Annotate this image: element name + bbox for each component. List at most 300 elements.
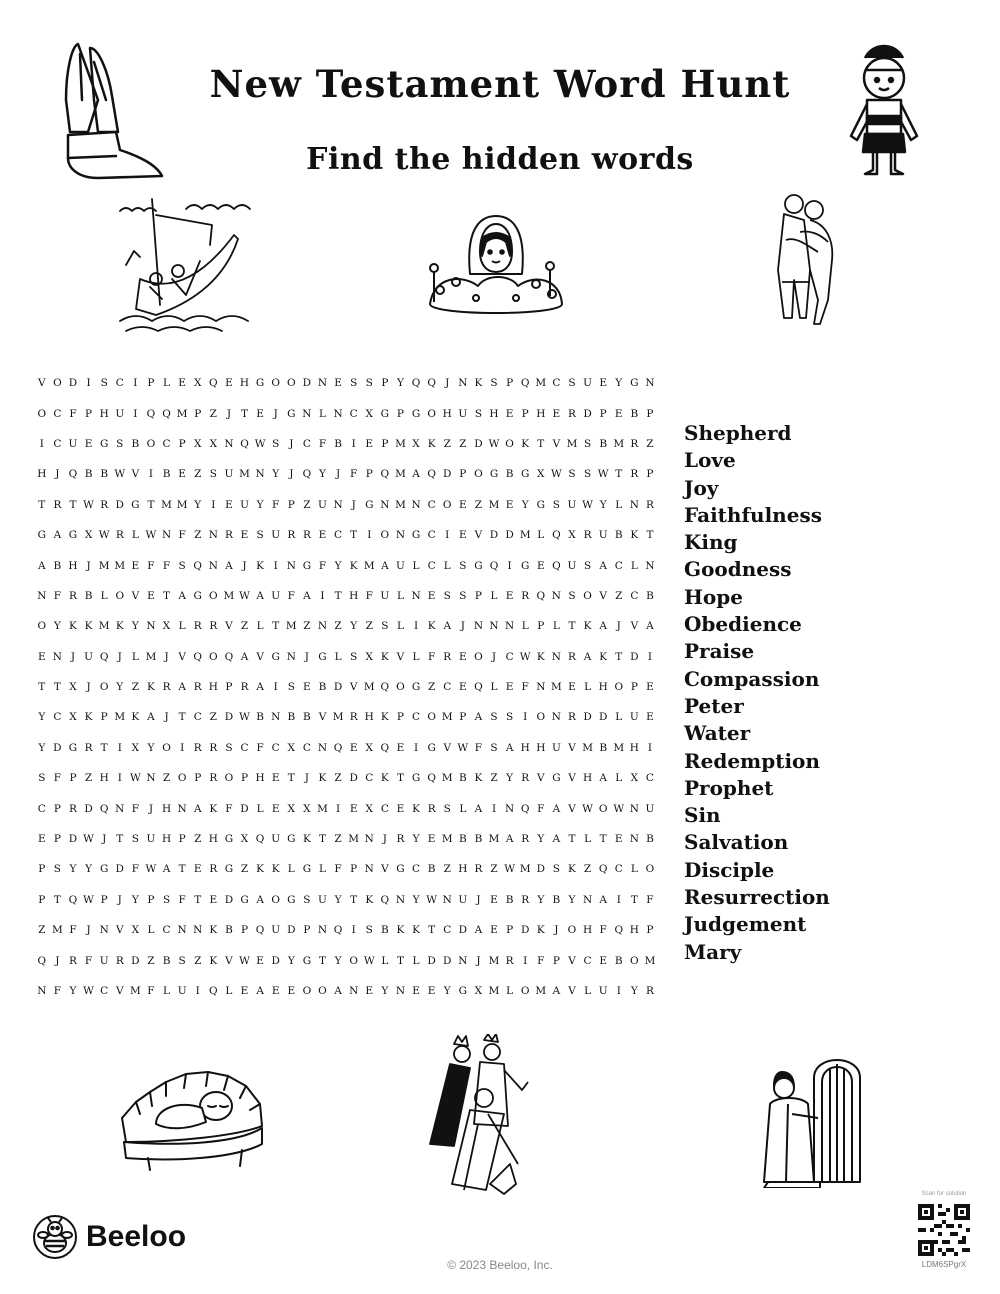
grid-letter: Z xyxy=(162,772,171,785)
grid-letter: T xyxy=(568,620,576,633)
grid-letter: Y xyxy=(53,620,61,633)
grid-letter: R xyxy=(568,407,576,420)
grid-letter: L xyxy=(334,650,342,663)
word-list xyxy=(684,420,830,966)
grid-letter: M xyxy=(145,650,157,663)
grid-letter: C xyxy=(443,681,452,694)
boat-in-storm-icon xyxy=(116,195,258,335)
grid-letter: N xyxy=(224,437,234,450)
grid-letter: G xyxy=(240,893,249,906)
grid-letter: I xyxy=(351,437,356,450)
grid-letter: E xyxy=(334,377,342,390)
grid-letter: D xyxy=(271,954,280,967)
grid-letter: O xyxy=(271,377,280,390)
grid-letter: C xyxy=(53,407,62,420)
grid-letter: S xyxy=(568,468,576,481)
grid-letter: S xyxy=(490,711,498,724)
grid-letter: V xyxy=(568,954,576,967)
grid-letter: N xyxy=(442,893,452,906)
grid-letter: I xyxy=(133,407,138,420)
grid-letter: R xyxy=(521,893,530,906)
grid-letter: Y xyxy=(412,833,420,846)
grid-letter: I xyxy=(86,377,91,390)
grid-letter: O xyxy=(37,620,47,633)
grid-letter: R xyxy=(583,529,592,542)
grid-letter: G xyxy=(255,377,265,390)
grid-letter: X xyxy=(537,468,545,481)
grid-letter: G xyxy=(411,681,421,694)
grid-letter: B xyxy=(287,711,296,724)
grid-letter: U xyxy=(271,529,281,542)
grid-letter: B xyxy=(505,893,514,906)
grid-letter: N xyxy=(645,377,655,390)
grid-letter: Y xyxy=(85,863,93,876)
grid-letter: B xyxy=(162,954,171,967)
grid-letter: Z xyxy=(194,468,202,481)
grid-letter: Z xyxy=(427,681,436,694)
word-item: Compassion xyxy=(684,666,820,691)
grid-letter: P xyxy=(552,954,560,967)
grid-row xyxy=(34,915,658,945)
grid-letter: B xyxy=(614,529,623,542)
grid-letter: P xyxy=(194,772,202,785)
grid-letter: S xyxy=(209,468,217,481)
grid-letter: J xyxy=(117,650,122,663)
grid-letter: N xyxy=(551,711,561,724)
grid-letter: G xyxy=(287,893,296,906)
grid-letter: S xyxy=(350,650,358,663)
grid-letter: X xyxy=(131,741,140,754)
grid-letter: R xyxy=(69,589,77,602)
grid-letter: M xyxy=(613,741,625,754)
grid-letter: V xyxy=(568,741,576,754)
grid-letter: H xyxy=(582,772,593,785)
grid-letter: B xyxy=(84,468,93,481)
grid-letter: N xyxy=(395,985,406,997)
grid-letter: A xyxy=(505,833,514,846)
grid-letter: Q xyxy=(193,650,203,663)
grid-letter: E xyxy=(256,407,264,420)
grid-letter: M xyxy=(223,589,235,602)
grid-letter: D xyxy=(458,924,468,937)
grid-letter: O xyxy=(380,529,390,542)
grid-letter: Z xyxy=(474,498,483,511)
grid-letter: E xyxy=(505,498,514,511)
grid-letter: M xyxy=(566,437,578,450)
grid-letter: Z xyxy=(443,863,451,876)
word-item: Peter xyxy=(684,693,744,718)
grid-letter: B xyxy=(474,833,483,846)
grid-letter: R xyxy=(646,498,654,511)
grid-letter: H xyxy=(208,681,218,694)
grid-letter: G xyxy=(411,407,421,420)
grid-letter: N xyxy=(411,589,421,602)
grid-letter: W xyxy=(597,468,609,481)
grid-letter: G xyxy=(318,650,327,663)
grid-letter: N xyxy=(551,650,561,663)
grid-letter: C xyxy=(53,437,62,450)
grid-letter: P xyxy=(240,924,249,937)
grid-letter: X xyxy=(69,711,77,724)
grid-letter: T xyxy=(116,833,124,846)
grid-letter: Z xyxy=(147,954,155,967)
grid-letter: E xyxy=(287,985,296,997)
grid-letter: B xyxy=(303,711,311,724)
grid-letter: J xyxy=(164,711,169,724)
grid-letter: N xyxy=(146,772,156,785)
grid-letter: D xyxy=(131,954,140,967)
grid-letter: P xyxy=(53,833,61,846)
grid-letter: Z xyxy=(240,620,249,633)
page-title: New Testament Word Hunt xyxy=(209,62,791,106)
grid-letter: A xyxy=(256,589,264,602)
grid-letter: O xyxy=(427,407,436,420)
grid-letter: F xyxy=(147,985,155,997)
grid-letter: M xyxy=(535,377,547,390)
grid-letter: A xyxy=(178,681,186,694)
grid-letter: P xyxy=(178,833,186,846)
grid-letter: S xyxy=(365,924,373,937)
grid-letter: M xyxy=(98,620,110,633)
grid-letter: O xyxy=(115,589,125,602)
grid-letter: D xyxy=(349,772,358,785)
grid-letter: W xyxy=(426,893,438,906)
grid-letter: K xyxy=(536,924,545,937)
grid-letter: W xyxy=(582,498,593,511)
grid-letter: O xyxy=(520,985,530,997)
grid-letter: K xyxy=(599,650,608,663)
grid-letter: L xyxy=(412,650,420,663)
grid-letter: I xyxy=(445,529,450,542)
grid-letter: L xyxy=(287,863,295,876)
grid-letter: J xyxy=(491,650,497,663)
grid-letter: R xyxy=(240,681,249,694)
grid-letter: K xyxy=(380,650,389,663)
grid-letter: U xyxy=(567,559,577,572)
grid-letter: X xyxy=(365,741,373,754)
grid-letter: T xyxy=(350,893,358,906)
grid-letter: I xyxy=(413,620,419,633)
grid-letter: V xyxy=(474,529,483,542)
grid-letter: U xyxy=(177,985,187,997)
grid-letter: N xyxy=(349,985,359,997)
grid-letter: E xyxy=(458,681,467,694)
grid-letter: R xyxy=(287,529,296,542)
grid-letter: W xyxy=(239,954,250,967)
grid-letter: A xyxy=(474,711,483,724)
grid-letter: W xyxy=(582,802,593,815)
grid-letter: F xyxy=(53,589,62,602)
grid-letter: A xyxy=(256,985,264,997)
grid-letter: N xyxy=(271,711,281,724)
grid-letter: N xyxy=(302,407,312,420)
grid-letter: O xyxy=(630,954,639,967)
grid-letter: D xyxy=(287,924,296,937)
grid-letter: I xyxy=(523,711,528,724)
grid-letter: F xyxy=(287,589,295,602)
grid-letter: L xyxy=(584,833,592,846)
grid-letter: M xyxy=(317,802,328,815)
grid-letter: N xyxy=(317,620,328,633)
grid-letter: R xyxy=(646,985,654,997)
grid-letter: L xyxy=(147,924,155,937)
baby-in-manger-icon xyxy=(116,1062,268,1174)
grid-letter: C xyxy=(100,985,109,997)
grid-letter: A xyxy=(646,620,654,633)
grid-letter: Y xyxy=(69,863,77,876)
grid-letter: G xyxy=(427,741,436,754)
grid-letter: Q xyxy=(380,893,390,906)
grid-letter: K xyxy=(412,802,420,815)
grid-letter: Q xyxy=(224,650,234,663)
grid-letter: N xyxy=(395,893,406,906)
word-item: Love xyxy=(684,448,736,473)
grid-letter: A xyxy=(412,468,420,481)
grid-letter: F xyxy=(53,772,62,785)
grid-letter: E xyxy=(349,802,358,815)
roman-soldier-icon xyxy=(843,40,925,182)
grid-letter: E xyxy=(349,741,358,754)
grid-letter: R xyxy=(568,711,576,724)
grid-letter: D xyxy=(84,802,93,815)
grid-letter: Z xyxy=(365,620,373,633)
grid-letter: I xyxy=(273,681,278,694)
grid-letter: Y xyxy=(131,893,139,906)
grid-letter: I xyxy=(133,377,138,390)
grid-letter: N xyxy=(629,833,639,846)
grid-row xyxy=(34,459,658,489)
grid-letter: Y xyxy=(334,954,342,967)
grid-letter: E xyxy=(240,529,249,542)
grid-letter: J xyxy=(460,620,465,633)
word-item: Goodness xyxy=(684,557,792,582)
grid-letter: I xyxy=(507,559,512,572)
grid-letter: X xyxy=(69,681,77,694)
grid-letter: C xyxy=(427,529,436,542)
grid-letter: U xyxy=(551,741,561,754)
grid-letter: T xyxy=(287,772,295,785)
grid-letter: W xyxy=(83,893,94,906)
grid-letter: R xyxy=(521,589,530,602)
grid-letter: T xyxy=(646,529,654,542)
grid-letter: E xyxy=(178,377,186,390)
brand-name: Beeloo xyxy=(86,1220,187,1253)
grid-letter: M xyxy=(395,437,406,450)
grid-letter: O xyxy=(583,589,592,602)
grid-row xyxy=(34,793,658,823)
grid-row xyxy=(34,672,658,702)
grid-letter: J xyxy=(55,954,60,967)
grid-letter: A xyxy=(147,711,155,724)
grid-letter: I xyxy=(211,498,216,511)
grid-letter: K xyxy=(583,620,592,633)
grid-letter: W xyxy=(457,741,469,754)
grid-letter: R xyxy=(162,681,171,694)
grid-letter: U xyxy=(567,498,577,511)
grid-letter: C xyxy=(349,407,358,420)
grid-letter: M xyxy=(348,833,360,846)
grid-letter: Y xyxy=(38,741,46,754)
grid-letter: X xyxy=(474,985,483,997)
grid-letter: A xyxy=(381,559,389,572)
grid-letter: G xyxy=(287,833,296,846)
grid-letter: L xyxy=(584,985,592,997)
grid-letter: P xyxy=(303,924,311,937)
grid-letter: L xyxy=(552,620,560,633)
grid-letter: Q xyxy=(333,924,343,937)
grid-letter: E xyxy=(365,985,374,997)
word-item: Resurrection xyxy=(684,885,830,910)
grid-letter: V xyxy=(115,924,124,937)
grid-letter: R xyxy=(53,498,62,511)
grid-letter: H xyxy=(208,833,218,846)
grid-letter: N xyxy=(208,559,218,572)
grid-letter: Z xyxy=(303,620,311,633)
grid-letter: E xyxy=(427,985,436,997)
grid-letter: Q xyxy=(536,589,546,602)
grid-letter: B xyxy=(84,589,93,602)
grid-letter: D xyxy=(520,924,530,937)
grid-letter: S xyxy=(583,437,592,450)
grid-letter: Y xyxy=(568,893,576,906)
grid-letter: F xyxy=(537,954,545,967)
grid-letter: D xyxy=(443,954,452,967)
grid-letter: M xyxy=(551,681,562,694)
grid-letter: L xyxy=(396,589,404,602)
grid-letter: T xyxy=(272,620,280,633)
grid-letter: U xyxy=(240,498,249,511)
grid-letter: P xyxy=(396,407,404,420)
grid-letter: K xyxy=(521,437,530,450)
grid-row xyxy=(34,763,658,793)
grid-letter: S xyxy=(38,772,46,785)
qr-code-icon[interactable] xyxy=(918,1204,970,1256)
grid-letter: N xyxy=(208,529,218,542)
grid-letter: K xyxy=(69,620,77,633)
grid-letter: J xyxy=(616,620,621,633)
grid-letter: Y xyxy=(412,893,420,906)
grid-letter: N xyxy=(551,589,561,602)
grid-letter: M xyxy=(488,954,500,967)
grid-letter: J xyxy=(382,833,387,846)
grid-letter: F xyxy=(178,529,186,542)
grid-letter: C xyxy=(505,650,514,663)
grid-letter: W xyxy=(254,437,266,450)
grid-letter: D xyxy=(583,711,592,724)
grid-letter: X xyxy=(209,437,218,450)
grid-letter: S xyxy=(568,377,576,390)
grid-letter: Y xyxy=(615,377,623,390)
grid-letter: C xyxy=(53,711,62,724)
grid-letter: N xyxy=(489,620,499,633)
grid-letter: L xyxy=(615,498,623,511)
grid-letter: G xyxy=(224,833,234,846)
grid-letter: A xyxy=(303,589,311,602)
grid-letter: M xyxy=(363,681,375,694)
grid-letter: W xyxy=(145,529,157,542)
grid-letter: E xyxy=(505,589,514,602)
grid-letter: S xyxy=(53,863,61,876)
grid-letter: L xyxy=(100,589,108,602)
grid-letter: T xyxy=(53,893,61,906)
word-search-grid xyxy=(34,368,658,1006)
grid-letter: Y xyxy=(396,377,404,390)
grid-letter: S xyxy=(381,620,389,633)
grid-letter: C xyxy=(240,741,249,754)
grid-letter: C xyxy=(37,802,46,815)
grid-letter: K xyxy=(302,833,311,846)
grid-letter: H xyxy=(349,589,359,602)
grid-letter: L xyxy=(318,863,326,876)
grid-letter: E xyxy=(490,893,498,906)
grid-letter: D xyxy=(583,407,592,420)
grid-letter: Q xyxy=(302,468,312,481)
grid-letter: Q xyxy=(427,772,436,785)
grid-letter: Z xyxy=(459,437,467,450)
grid-letter: G xyxy=(193,589,202,602)
grid-letter: B xyxy=(131,437,140,450)
grid-letter: T xyxy=(69,498,77,511)
grid-letter: W xyxy=(239,711,250,724)
grid-letter: U xyxy=(598,529,608,542)
grid-letter: Q xyxy=(380,468,390,481)
grid-letter: A xyxy=(256,681,264,694)
grid-letter: A xyxy=(443,620,452,633)
grid-letter: E xyxy=(131,559,140,572)
grid-letter: O xyxy=(37,407,47,420)
grid-letter: A xyxy=(225,559,233,572)
grid-letter: N xyxy=(286,650,296,663)
grid-letter: Z xyxy=(194,954,202,967)
grid-letter: C xyxy=(427,498,436,511)
grid-row xyxy=(34,520,658,550)
grid-letter: V xyxy=(443,741,452,754)
grid-letter: S xyxy=(583,468,592,481)
grid-letter: F xyxy=(599,924,607,937)
grid-letter: Z xyxy=(209,407,217,420)
grid-letter: F xyxy=(427,650,436,663)
grid-letter: K xyxy=(271,863,280,876)
grid-letter: R xyxy=(349,711,358,724)
grid-letter: B xyxy=(162,468,171,481)
grid-letter: C xyxy=(365,772,374,785)
grid-letter: E xyxy=(318,529,327,542)
grid-letter: A xyxy=(552,833,561,846)
grid-letter: Q xyxy=(68,468,78,481)
grid-letter: O xyxy=(209,650,218,663)
grid-letter: J xyxy=(242,559,247,572)
grid-letter: T xyxy=(568,833,576,846)
grid-letter: I xyxy=(647,650,653,663)
embrace-icon xyxy=(770,190,842,332)
grid-letter: A xyxy=(474,924,483,937)
grid-letter: I xyxy=(616,893,621,906)
grid-letter: E xyxy=(271,802,280,815)
grid-letter: G xyxy=(474,559,483,572)
grid-letter: M xyxy=(488,833,500,846)
grid-letter: P xyxy=(381,437,389,450)
grid-letter: S xyxy=(100,377,108,390)
grid-letter: H xyxy=(99,772,109,785)
grid-letter: M xyxy=(239,468,250,481)
grid-letter: P xyxy=(646,468,654,481)
grid-letter: Y xyxy=(256,498,264,511)
grid-letter: Y xyxy=(599,498,607,511)
grid-letter: I xyxy=(367,529,372,542)
grid-letter: L xyxy=(615,772,623,785)
grid-letter: T xyxy=(163,589,171,602)
grid-letter: L xyxy=(318,407,326,420)
